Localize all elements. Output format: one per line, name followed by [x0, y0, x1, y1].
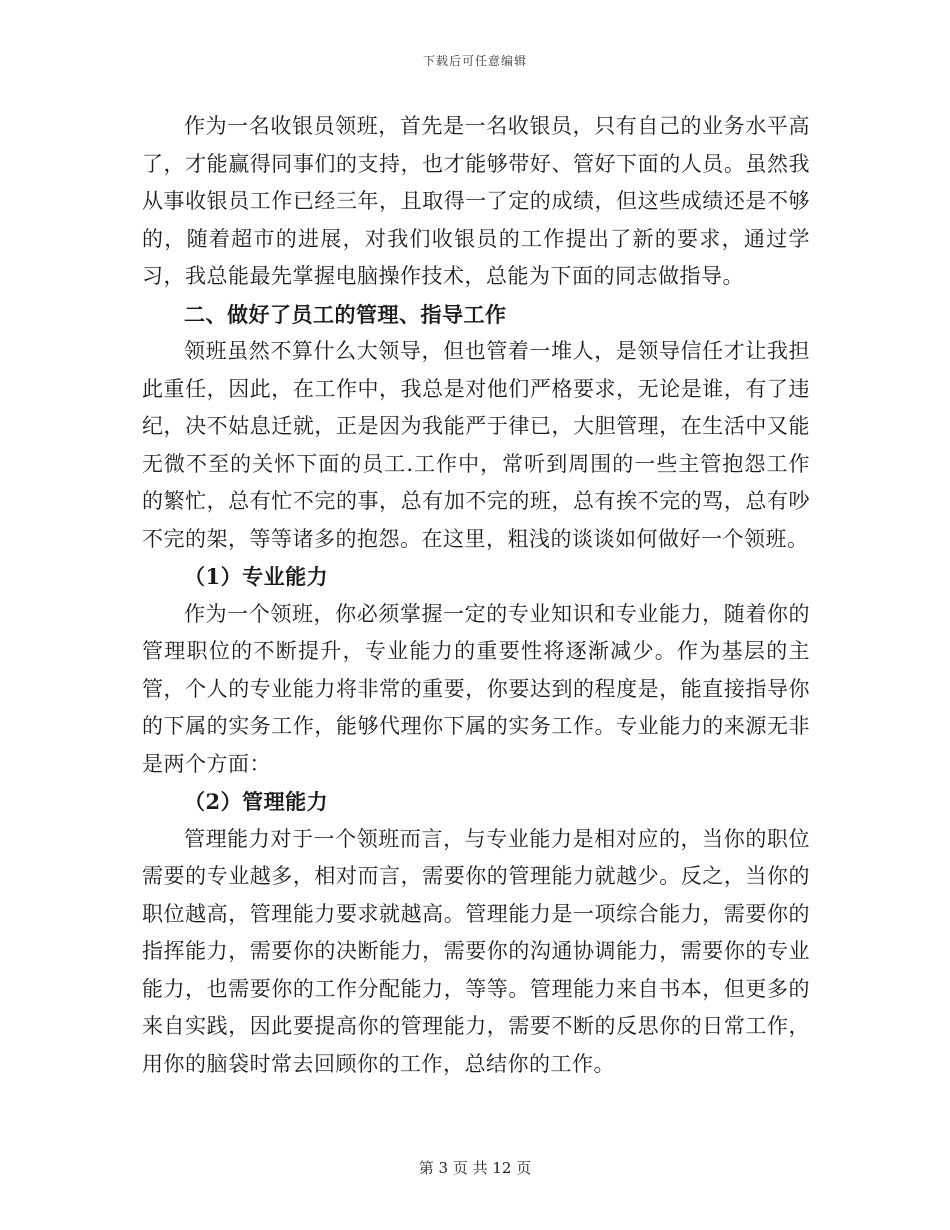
paragraph-cashier-lead: 作为一名收银员领班，首先是一名收银员，只有自己的业务水平高了，才能赢得同事们的支持，也才能够带好、管好下面的人员。虽然我从事收银员工作已经三年，且取得一了定的成绩，但这些成绩还是不够的，随着超市的进展，对我们收银员的工作提出了新的要求，通过学习，我总能最先掌握电脑操作技术，总能为下面的同志做指导。	[142, 114, 810, 288]
subheading-professional-ability: （1）专业能力	[184, 564, 329, 589]
section-heading-staff-management: 二、做好了员工的管理、指导工作	[184, 301, 507, 327]
page-number-footer: 第 3 页 共 12 页	[418, 1159, 532, 1177]
paragraph-staff-management: 领班虽然不算什么大领导，但也管着一堆人，是领导信任才让我担此重任，因此，在工作中，我总是对他们严格要求，无论是谁，有了违纪，决不姑息迁就，正是因为我能严于律已，大胆管理，在生活中又能无微不至的关怀下面的员工.工作中，常听到周围的一些主管抱怨工作的繁忙，总有忙不完的事，总有加不完的班，总有挨不完的骂，总有吵不完的架，等等诸多的抱怨。在这里，粗浅的谈谈如何做好一个领班。	[142, 339, 810, 551]
subheading-management-ability: （2）管理能力	[184, 789, 329, 814]
paragraph-professional-ability: 作为一个领班，你必须掌握一定的专业知识和专业能力，随着你的管理职位的不断提升，专业能力的重要性将逐渐减少。作为基层的主管，个人的专业能力将非常的重要，你要达到的程度是，能直接指导你的下属的实务工作，能够代理你下属的实务工作。专业能力的来源无非是两个方面：	[142, 601, 810, 776]
paragraph-management-ability: 管理能力对于一个领班而言，与专业能力是相对应的，当你的职位需要的专业越多，相对而言，需要你的管理能力就越少。反之，当你的职位越高，管理能力要求就越高。管理能力是一项综合能力，需要你的指挥能力，需要你的决断能力，需要你的沟通协调能力，需要你的专业能力，也需要你的工作分配能力，等等。管理能力来自书本，但更多的来自实践，因此要提高你的管理能力，需要不断的反思你的日常工作，用你的脑袋时常去回顾你的工作，总结你的工作。	[142, 826, 810, 1076]
page-header-note: 下载后可任意编辑	[422, 54, 527, 68]
document-body	[142, 108, 810, 1083]
